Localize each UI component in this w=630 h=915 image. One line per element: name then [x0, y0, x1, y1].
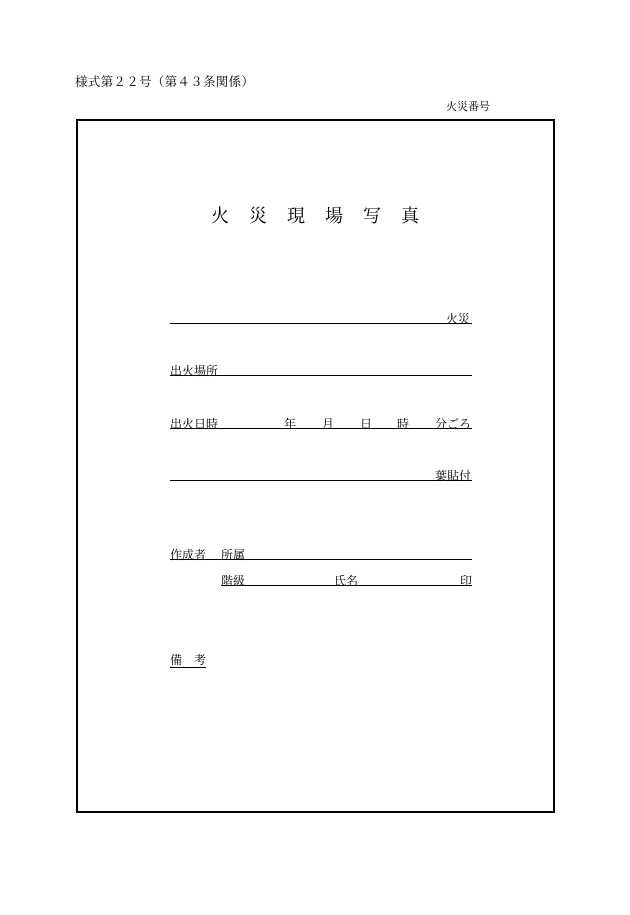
rank-label: 階級	[221, 574, 246, 588]
origin-place-label: 出火場所	[170, 364, 219, 378]
seal-label: 印	[460, 574, 473, 588]
name-label: 氏名	[334, 574, 359, 588]
hour-label: 時	[397, 417, 410, 431]
title-char: 現	[287, 206, 305, 227]
page-title	[0, 202, 630, 228]
origin-datetime-label: 出火日時	[170, 417, 219, 431]
title-char: 写	[363, 206, 381, 227]
remarks-label: 備 考	[170, 653, 207, 667]
photo-suffix: 葉貼付	[435, 469, 472, 483]
year-label: 年	[284, 417, 297, 431]
day-label: 日	[360, 417, 373, 431]
creator-label: 作成者	[170, 548, 207, 562]
month-label: 月	[322, 417, 335, 431]
fire-suffix: 火災	[446, 312, 471, 326]
photo-count-line[interactable]	[170, 480, 472, 481]
affiliation-label: 所属	[221, 548, 246, 562]
affiliation-line[interactable]	[170, 559, 472, 560]
title-char: 災	[249, 206, 267, 227]
form-number: 様式第２２号（第４３条関係）	[75, 74, 255, 89]
fire-number-label: 火災番号	[446, 100, 490, 113]
title-char: 場	[325, 206, 343, 227]
title-char: 火	[211, 206, 229, 227]
minute-label: 分ごろ	[435, 417, 472, 431]
fire-name-line[interactable]	[170, 323, 472, 324]
title-char: 真	[401, 206, 419, 227]
